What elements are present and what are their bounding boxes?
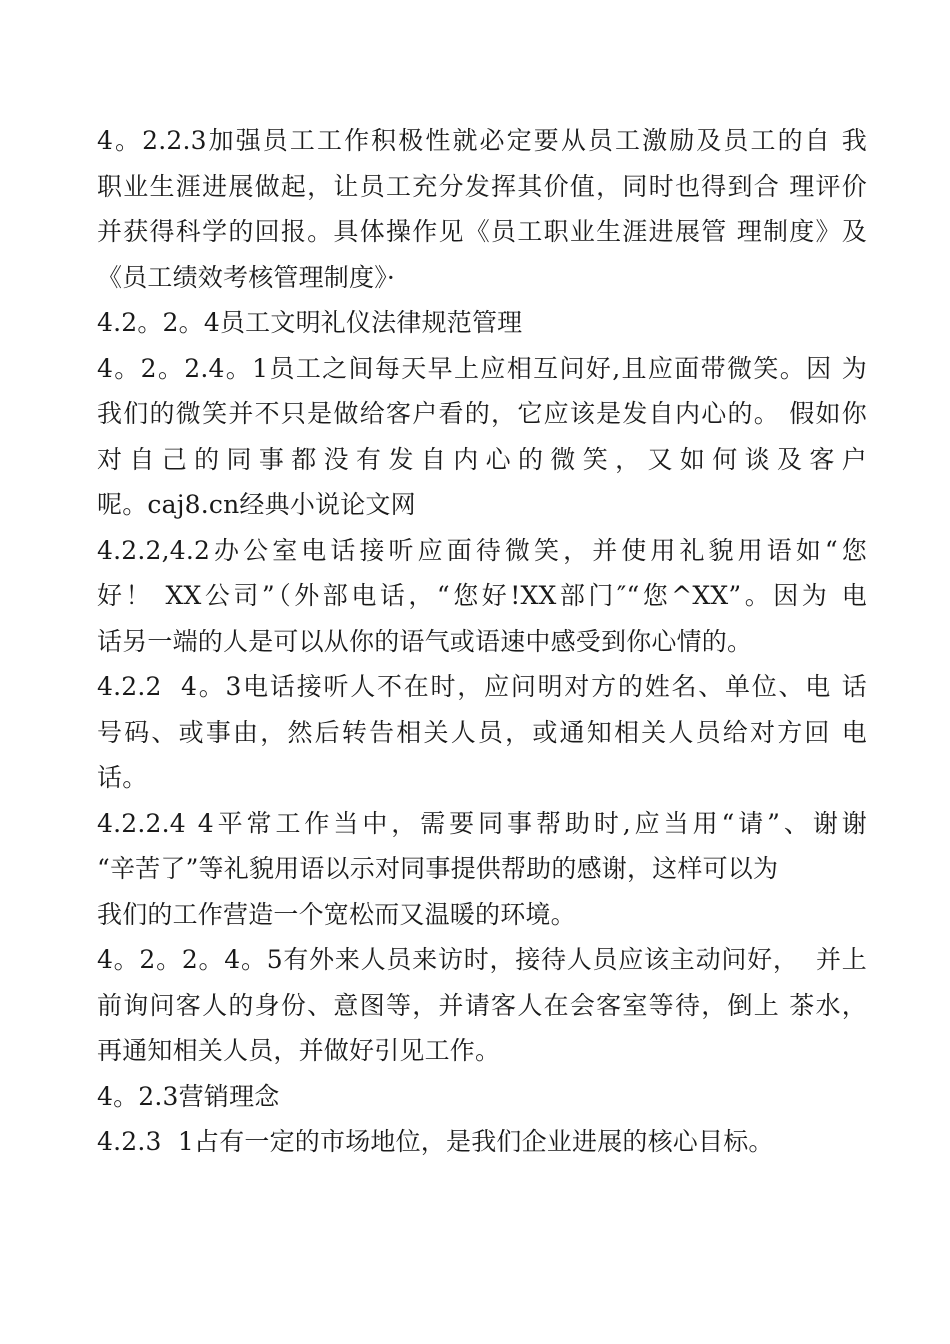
text-line: 4.2.2,4.2办公室电话接听应面待微笑，并使用礼貌用语如“您	[97, 535, 867, 565]
paragraph	[97, 528, 867, 665]
text-line: 并获得科学的回报。具体操作见《员工职业生涯进展管 理制度》及	[97, 217, 867, 246]
text-line: 4.2.2 4。3电话接听人不在时，应问明对方的姓名、单位、电 话	[97, 672, 867, 701]
text-line: 号码、或事由，然后转告相关人员，或通知相关人员给对方回 电	[97, 717, 867, 747]
text-line: 4。2.2.3加强员工工作积极性就必定要从员工激励及员工的自 我	[97, 126, 867, 155]
text-line: 前询问客人的身份、意图等，并请客人在会客室等待，倒上 茶水，	[97, 990, 867, 1020]
text-line: 话。	[97, 763, 148, 792]
paragraph	[97, 1119, 867, 1165]
text-line: 对自己的同事都没有发自内心的微笑，又如何谈及客户	[97, 444, 867, 474]
text-line: 话另一端的人是可以从你的语气或语速中感受到你心情的。	[97, 626, 753, 656]
text-line: 职业生涯进展做起，让员工充分发挥其价值，同时也得到合 理评价	[97, 171, 867, 201]
paragraph	[97, 664, 867, 801]
paragraph	[97, 801, 867, 938]
text-line: 好！ XX公司”（外部电话，“您好!XX部门″“您^XX”。因为 电	[97, 581, 867, 610]
paragraph	[97, 1074, 867, 1120]
paragraph	[97, 118, 867, 300]
text-line: 4。2。2.4。1员工之间每天早上应相互问好,且应面带微笑。因 为	[97, 353, 867, 383]
paragraph	[97, 937, 867, 1074]
text-line: 4。2。2。4。5有外来人员来访时，接待人员应该主动问好， 并上	[97, 945, 867, 974]
text-line: 再通知相关人员，并做好引见工作。	[97, 1036, 501, 1065]
text-line: 我们的微笑并不只是做给客户看的，它应该是发自内心的。 假如你	[97, 399, 867, 428]
document-body	[97, 118, 867, 1165]
text-line: 4.2。2。4员工文明礼仪法律规范管理	[97, 308, 523, 337]
text-line: 呢。caj8.cn经典小说论文网	[97, 490, 416, 519]
text-line: 我们的工作营造一个宽松而又温暖的环境。	[97, 899, 576, 929]
text-line: 4.2.2.4 4平常工作当中，需要同事帮助时,应当用“请”、谢谢	[97, 808, 867, 838]
paragraph	[97, 346, 867, 528]
text-line: 4。2.3营销理念	[97, 1081, 280, 1111]
text-line: 《员工绩效考核管理制度》·	[97, 262, 396, 292]
text-line: “辛苦了”等礼貌用语以示对同事提供帮助的感谢，这样可以为	[97, 854, 779, 883]
paragraph	[97, 300, 867, 346]
text-line: 4.2.3 1占有一定的市场地位，是我们企业进展的核心目标。	[97, 1127, 774, 1156]
